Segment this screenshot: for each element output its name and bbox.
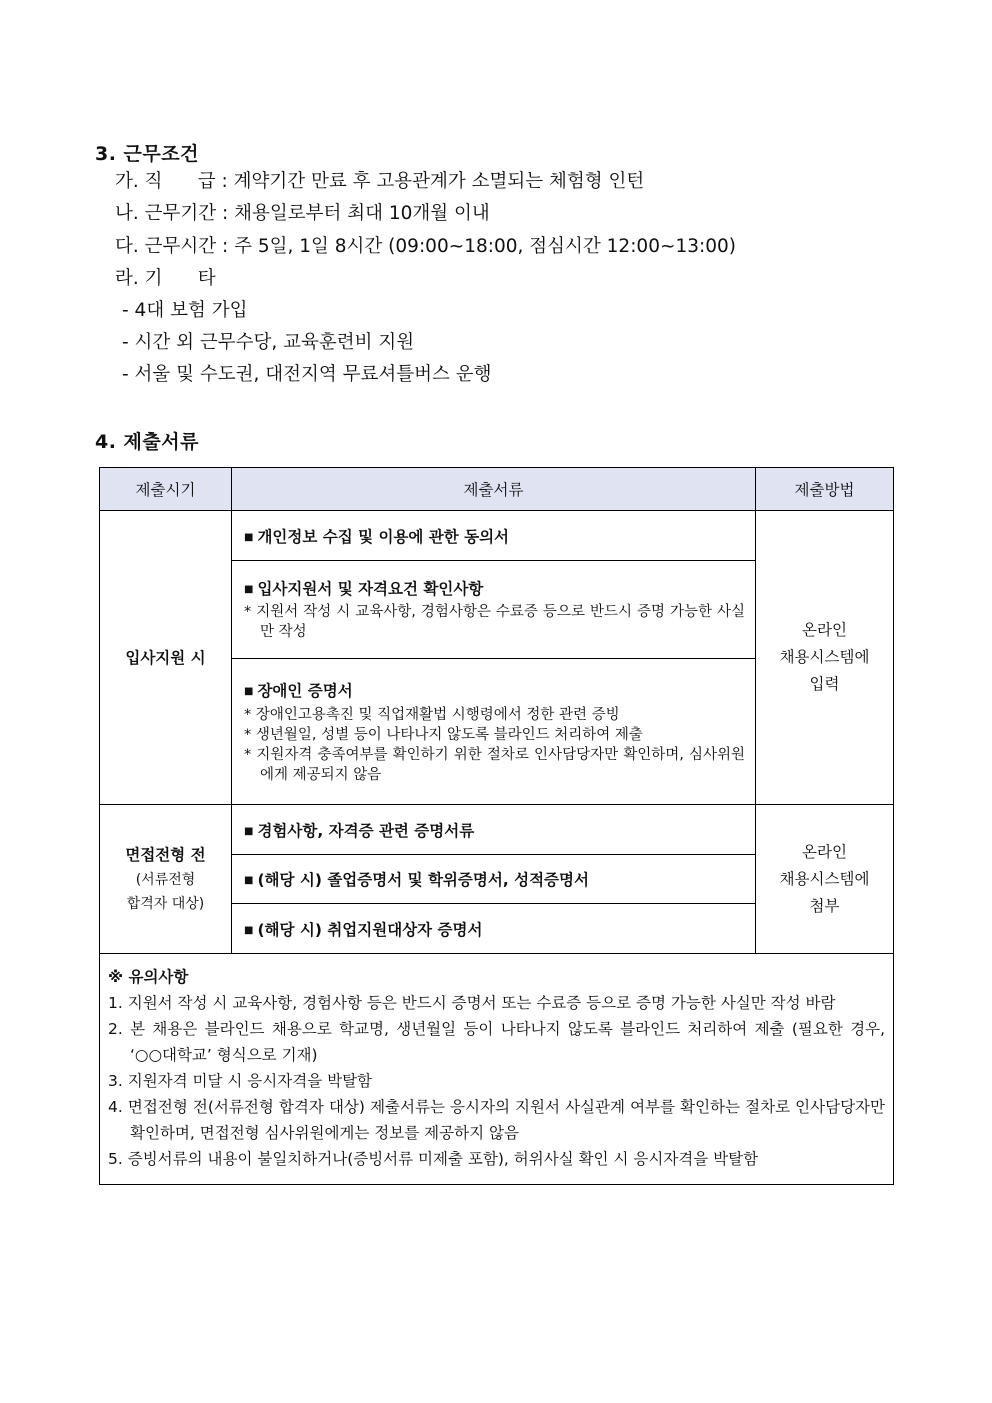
- bullet-icon: ■: [244, 531, 254, 543]
- note-item: 1. 지원서 작성 시 교육사항, 경험사항 등은 반드시 증명서 또는 수료증 등으로 증명 가능한 사실만 작성 바람: [108, 994, 836, 1012]
- notes-box: [100, 954, 894, 1185]
- table-header-row: [100, 468, 894, 511]
- header-method: 제출방법: [756, 468, 894, 511]
- section-3-title: 3. 근무조건: [95, 143, 199, 165]
- condition-period: 나. 근무기간 : 채용일로부터 최대 10개월 이내: [115, 203, 490, 224]
- doc-privacy-consent: ■ 개인정보 수집 및 이용에 관한 동의서: [232, 511, 756, 561]
- bullet-icon: ■: [244, 875, 254, 886]
- doc-application-form: ■ 입사지원서 및 자격요건 확인사항 * 지원서 작성 시 교육사항, 경험사항은 수료증 등으로 반드시 증명 가능한 사실만 작성: [232, 561, 756, 659]
- bullet-icon: ■: [244, 685, 254, 697]
- doc-note: * 생년월일, 성별 등이 나타나지 않도록 블라인드 처리하여 제출: [244, 726, 643, 743]
- doc-experience-certificates: ■ 경험사항, 자격증 관련 증명서류: [232, 805, 756, 855]
- notes-row: [100, 954, 894, 1185]
- method-online-attach: 온라인 채용시스템에 첨부: [756, 805, 894, 954]
- section-4-title: 4. 제출서류: [95, 431, 199, 453]
- doc-disability-certificate: ■ 장애인 증명서 * 장애인고용촉진 및 직업재활법 시행령에서 정한 관련 증빙 * 생년월일, 성별 등이 나타나지 않도록 블라인드 처리하여 제출 * 지원자격 충족여부를 확인하기 위한 절차로 인사담당자만 확인하며, 심사위원에게 제공되지 않음: [232, 659, 756, 805]
- table-row: [100, 805, 894, 855]
- method-online-input: 온라인 채용시스템에 입력: [756, 511, 894, 805]
- when-before-interview: 면접전형 전 (서류전형 합격자 대상): [100, 805, 232, 954]
- table-row: [100, 511, 894, 561]
- notes-title: ※ 유의사항: [108, 968, 189, 986]
- bullet-icon: ■: [244, 584, 254, 595]
- bullet-icon: ■: [244, 924, 254, 936]
- condition-etc-allowance: - 시간 외 근무수당, 교육훈련비 지원: [122, 332, 415, 353]
- note-item: 4. 면접전형 전(서류전형 합격자 대상) 제출서류는 응시자의 지원서 사실관계 여부를 확인하는 절차로 인사담당자만 확인하며, 면접전형 심사위원에게는 정보를 제공하지 않음: [108, 1098, 885, 1142]
- note-item: 2. 본 채용은 블라인드 채용으로 학교명, 생년월일 등이 나타나지 않도록 블라인드 처리하여 제출 (필요한 경우, ‘○○대학교’ 형식으로 기재): [108, 1020, 885, 1064]
- when-application: 입사지원 시: [100, 511, 232, 805]
- submission-documents-table: [99, 467, 894, 1185]
- doc-graduation-certificates: ■ (해당 시) 졸업증명서 및 학위증명서, 성적증명서: [232, 855, 756, 904]
- condition-etc-insurance: - 4대 보험 가입: [122, 300, 248, 321]
- condition-hours: 다. 근무시간 : 주 5일, 1일 8시간 (09:00~18:00, 점심시간 12:00~13:00): [115, 236, 736, 257]
- condition-rank: 가. 직 급 : 계약기간 만료 후 고용관계가 소멸되는 체험형 인턴: [115, 171, 645, 192]
- bullet-icon: ■: [244, 825, 254, 837]
- doc-note: * 지원자격 충족여부를 확인하기 위한 절차로 인사담당자만 확인하며, 심사위원에게 제공되지 않음: [244, 746, 745, 783]
- doc-note: * 지원서 작성 시 교육사항, 경험사항은 수료증 등으로 반드시 증명 가능한 사실만 작성: [244, 604, 745, 640]
- condition-etc-shuttle: - 서울 및 수도권, 대전지역 무료셔틀버스 운행: [122, 364, 492, 385]
- header-documents: 제출서류: [232, 468, 756, 511]
- note-item: 3. 지원자격 미달 시 응시자격을 박탈함: [108, 1072, 373, 1090]
- header-when: 제출시기: [100, 468, 232, 511]
- doc-note: * 장애인고용촉진 및 직업재활법 시행령에서 정한 관련 증빙: [244, 706, 620, 723]
- condition-etc: 라. 기 타: [115, 268, 216, 289]
- doc-employment-support-certificate: ■ (해당 시) 취업지원대상자 증명서: [232, 904, 756, 954]
- note-item: 5. 증빙서류의 내용이 불일치하거나(증빙서류 미제출 포함), 허위사실 확인 시 응시자격을 박탈함: [108, 1150, 759, 1168]
